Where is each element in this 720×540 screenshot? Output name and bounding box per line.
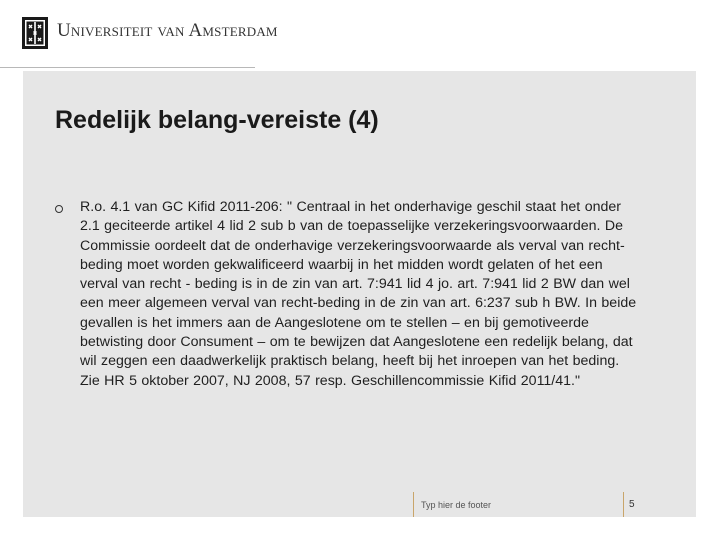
header-divider [0, 67, 255, 68]
slide-title: Redelijk belang-vereiste (4) [55, 106, 379, 134]
footer-divider-left [413, 492, 414, 517]
bullet-icon [55, 205, 63, 213]
uva-crest-icon [22, 17, 48, 49]
page-number: 5 [629, 499, 635, 510]
bullet-text: R.o. 4.1 van GC Kifid 2011-206: " Centraal in het onderhavige geschil staat het onder 2.1 geciteerde artikel 4 lid 2 sub b van de toepasselijke verzekeringsvoorwaarden. De Commissie oordeelt dat de onderhavige verzekeringsvoorwaarde als verval van recht-beding moet worden gekwalificeerd waarbij in het midden wordt gelaten of het een verval van recht - beding is in de zin van art. 7:941 lid 4 jo. art. 7:941 lid 2 BW dan wel een meer algemeen verval van recht-beding in de zin van art. 6:237 sub h BW. In beide gevallen is het immers aan de Aangeslotene om te stellen – en bij gemotiveerde betwisting door Consument – om te bewijzen dat Aangeslotene een redelijk belang, dat wil zeggen een daadwerkelijk praktisch belang, heeft bij het inroepen van het beding. Zie HR 5 oktober 2007, NJ 2008, 57 resp. Geschillencommissie Kifid 2011/41." [80, 199, 637, 389]
footer-divider-right [623, 492, 624, 517]
footer-text: Typ hier de footer [421, 500, 492, 510]
institution-name: Universiteit van Amsterdam [57, 20, 278, 41]
